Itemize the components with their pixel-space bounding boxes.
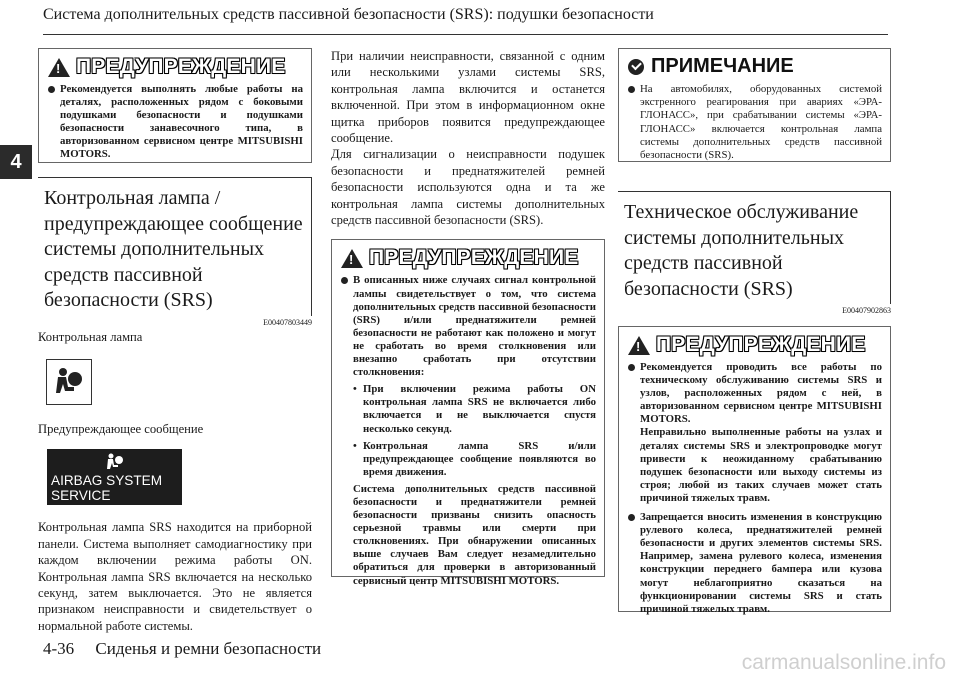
warning-item (628, 511, 882, 616)
note-box (618, 48, 891, 162)
warning-triangle-icon (341, 249, 363, 268)
warning-triangle-icon (628, 336, 650, 355)
srs-lamp (46, 359, 92, 405)
warning-title: ПРЕДУПРЕЖДЕНИЕ (656, 333, 866, 356)
warning-heading (48, 55, 303, 79)
warning-heading (628, 333, 882, 357)
warning-tail: Система дополнительных средств пассивной безопасности и преднатяжители ремней безопасности призваны снизить опасность серьезной травмы или смерти при столкновениях. При обнаружении описанных выше случаев Вам следует незамедлительно обратиться для проверки в авторизованный сервисный центр MITSUBISHI MOTORS. (353, 482, 596, 587)
section-code: E00407803449 (263, 317, 312, 327)
warning-lead: В описанных ниже случаях сигнал контрольной лампы свидетельствует о том, что система дополнительных средств пассивной безопасности (SRS) и/или преднатяжители ремней безопасности не работают как положено и могут не сработать во время столкновения или внезапно сработать при отсутствии столкновения: (353, 274, 596, 379)
chapter-tab: 4 (0, 145, 32, 179)
warning-heading (341, 246, 596, 270)
column-middle (331, 48, 605, 587)
warning-subitem-text: Контрольная лампа SRS и/или предупреждающее сообщение появляются во время движения. (363, 439, 596, 478)
warning-title: ПРЕДУПРЕЖДЕНИЕ (369, 246, 579, 270)
warning-triangle-icon (48, 58, 70, 77)
note-title: ПРИМЕЧАНИЕ (651, 55, 794, 77)
header-divider (43, 34, 888, 35)
section-title: Техническое обслуживание системы дополнительных средств пассивной безопасности (SRS) (618, 191, 891, 304)
note-item (628, 83, 882, 162)
page-header: Система дополнительных средств пассивной безопасности (SRS): подушки безопасности (43, 6, 654, 23)
warning-item (48, 83, 303, 162)
warning-item (628, 361, 882, 505)
note-check-icon (628, 59, 644, 75)
warning-box (618, 326, 891, 615)
warning-title: ПРЕДУПРЕЖДЕНИЕ (76, 55, 286, 78)
column-right (618, 48, 891, 615)
bullet-icon (48, 86, 55, 93)
bullet-icon (628, 86, 635, 93)
bullet-icon (628, 364, 635, 371)
watermark: carmanualsonline.info (741, 651, 946, 674)
lamp-label: Контрольная лампа (38, 329, 143, 344)
column-left (38, 48, 312, 634)
warning-subitem: • Контрольная лампа SRS и/или предупреждающее сообщение появляются во время движения. (353, 439, 596, 478)
page-footer: 4-36 Сиденья и ремни безопасности (43, 639, 322, 658)
airbag-message-icon (105, 452, 127, 474)
lamp-description: Контрольная лампа SRS находится на приборной панели. Система выполняет самодиагностику при каждом включении режима работы ON. Контрольная лампа SRS включается на несколько секунд, затем выключается. Это не является признаком неисправности и свидетельствует о нормальной работе системы. (38, 520, 312, 633)
warning-item (341, 274, 596, 587)
warning-box (38, 48, 312, 163)
dash-line-2: SERVICE REQUIRED (51, 488, 123, 519)
warning-text: Рекомендуется выполнять любые работы на деталях, расположенных рядом с боковыми подушками безопасности и подушками безопасности занавесочного типа, в авторизованном сервисном центре MITSUBISHI MOTORS. (60, 83, 303, 161)
note-heading (628, 55, 882, 78)
bullet-icon (628, 514, 635, 521)
message-label: Предупреждающее сообщение (38, 421, 204, 436)
warning-message-display (47, 449, 182, 519)
warning-subitem-text: При включении режима работы ON контрольная лампа SRS не включается либо включается и не выключается спустя несколько секунд. (363, 383, 596, 435)
warning-text: Рекомендуется проводить все работы по техническому обслуживанию системы SRS и узлов, расположенных рядом с ней, в авторизованном сервисном центре MITSUBISHI MOTORS. Неправильно выполненные работы на узлах и деталях системы SRS и электропроводке могут привести к неожиданному срабатыванию подушек безопасности или выходу системы из строя; любой из таких случаев может стать причиной тяжелых травм. (640, 361, 882, 504)
dash-line-1: AIRBAG SYSTEM (51, 473, 163, 489)
warning-text: Запрещается вносить изменения в конструкцию рулевого колеса, преднатяжителей ремней безопасности и других элементов системы SRS. Например, замена рулевого колеса, изменения конструкции переднего бампера или кузова могут неблагоприятно сказаться на функционировании системы SRS и стать причиной тяжелых травм. (640, 511, 882, 615)
fault-description: При наличии неисправности, связанной с одним или несколькими узлами системы SRS, контрольная лампа включится и останется включенной. При этом в информационном окне щитка приборов появится предупреждающее сообщение. Для сигнализации о неисправности подушек безопасности и преднатяжителей ремней безопасности используются одна и та же контрольная лампа системы дополнительных средств пассивной безопасности (SRS). (331, 49, 605, 228)
warning-box (331, 239, 605, 587)
airbag-lamp-icon (52, 365, 86, 399)
bullet-icon (341, 277, 348, 284)
note-text: На автомобилях, оборудованных системой экстренного реагирования при авариях «ЭРА-ГЛОНАСС», при срабатывании системы «ЭРА-ГЛОНАСС» включается контрольная лампа системы дополнительных средств пассивной безопасности (SRS). (640, 83, 882, 162)
section-title: Контрольная лампа / предупреждающее сообщение системы дополнительных средств пассивной безопасности (SRS) (38, 177, 312, 316)
section-code: E00407902863 (842, 306, 891, 315)
warning-subitem: • При включении режима работы ON контрольная лампа SRS не включается либо включается и не выключается спустя несколько секунд. (353, 383, 596, 435)
